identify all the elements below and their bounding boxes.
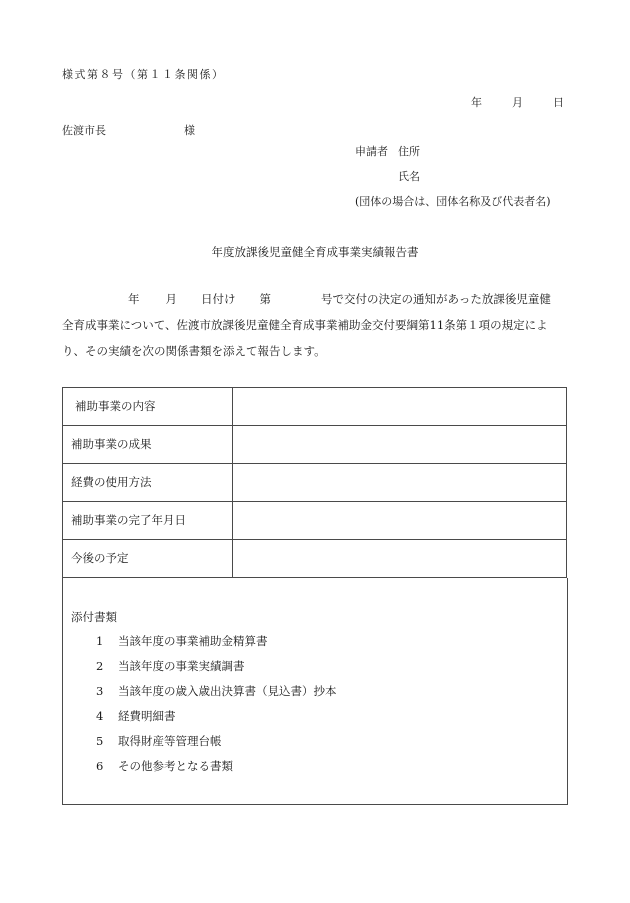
body-number-prefix: 第 <box>259 292 271 306</box>
address-label: 住所 <box>398 145 420 158</box>
applicant-address-line <box>355 146 420 157</box>
body-line-3: り、その実績を次の関係書類を添えて報告します。 <box>62 344 326 358</box>
list-item <box>96 761 337 786</box>
body-year: 年 <box>128 292 140 306</box>
addressee <box>62 125 195 136</box>
table-row <box>63 502 567 540</box>
row-value-field[interactable] <box>233 502 567 540</box>
form-number: 様式第８号（第１１条関係） <box>62 68 225 81</box>
addressee-honorific: 様 <box>184 124 195 137</box>
applicant-note: (団体の場合は、団体名称及び代表者名) <box>355 195 551 208</box>
date-line <box>0 97 564 108</box>
list-item <box>96 686 337 711</box>
table-row <box>63 464 567 502</box>
report-table <box>62 387 567 578</box>
item-text: 当該年度の歳入歳出決算書（見込書）抄本 <box>118 684 337 698</box>
list-item <box>96 661 337 686</box>
body-line-1 <box>62 294 572 320</box>
attachments-box <box>62 578 568 805</box>
attachments-list <box>96 636 337 786</box>
body-day: 日付け <box>201 292 236 306</box>
list-item <box>96 636 337 661</box>
row-value-field[interactable] <box>233 426 567 464</box>
item-text: 当該年度の事業補助金精算書 <box>118 634 268 648</box>
list-item <box>96 711 337 736</box>
row-value-field[interactable] <box>233 464 567 502</box>
item-number: 1 <box>96 634 104 648</box>
table-row <box>63 388 567 426</box>
row-label: 今後の予定 <box>63 540 233 578</box>
date-day: 日 <box>553 96 564 109</box>
attachments-title: 添付書類 <box>71 610 117 624</box>
body-line-2: 全育成事業について、佐渡市放課後児童健全育成事業補助金交付要綱第11条第１項の規定によ <box>62 318 548 332</box>
body-paragraph <box>62 294 572 372</box>
table-row <box>63 540 567 578</box>
body-month: 月 <box>165 292 177 306</box>
item-text: その他参考となる書類 <box>118 759 233 773</box>
row-label: 補助事業の内容 <box>63 388 233 426</box>
list-item <box>96 736 337 761</box>
item-text: 取得財産等管理台帳 <box>118 734 222 748</box>
body-line1-rest: 号で交付の決定の通知があった放課後児童健 <box>321 292 551 306</box>
item-number: 4 <box>96 709 104 723</box>
item-text: 当該年度の事業実績調書 <box>118 659 245 673</box>
applicant-name-label: 氏名 <box>398 170 420 183</box>
row-value-field[interactable] <box>233 540 567 578</box>
row-label: 補助事業の成果 <box>63 426 233 464</box>
row-label: 補助事業の完了年月日 <box>63 502 233 540</box>
item-number: 6 <box>96 759 104 773</box>
date-month: 月 <box>512 96 523 109</box>
document-title: 年度放課後児童健全育成事業実績報告書 <box>211 245 419 259</box>
table-row <box>63 426 567 464</box>
row-label: 経費の使用方法 <box>63 464 233 502</box>
addressee-name: 佐渡市長 <box>62 124 106 137</box>
item-number: 5 <box>96 734 104 748</box>
item-number: 2 <box>96 659 104 673</box>
row-value-field[interactable] <box>233 388 567 426</box>
item-text: 経費明細書 <box>118 709 176 723</box>
item-number: 3 <box>96 684 104 698</box>
date-year: 年 <box>471 96 482 109</box>
applicant-label: 申請者 <box>355 145 388 158</box>
